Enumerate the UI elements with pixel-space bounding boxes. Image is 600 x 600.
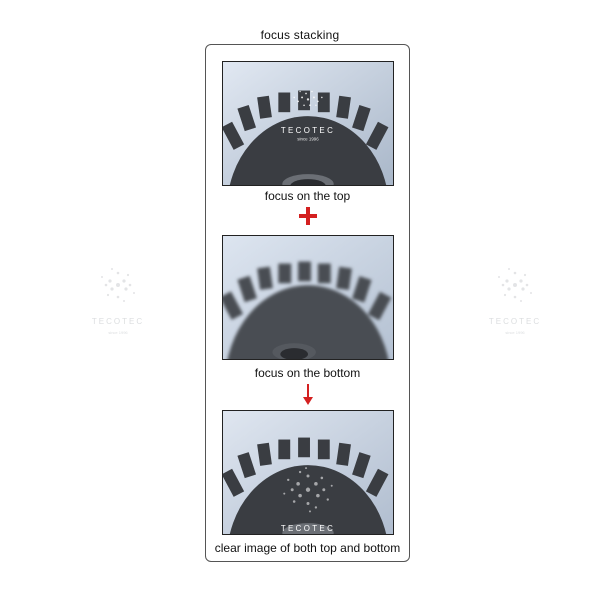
down-arrow-icon bbox=[302, 384, 314, 406]
photo-stacked-result bbox=[222, 410, 394, 535]
watermark-logo-icon bbox=[78, 255, 158, 315]
photo-logo-sub: since 1996 bbox=[297, 136, 319, 142]
photo-logo-text: TECOTEC bbox=[280, 125, 336, 135]
plus-icon bbox=[298, 206, 318, 226]
caption-focus-bottom: focus on the bottom bbox=[254, 366, 361, 380]
watermark-left bbox=[78, 255, 158, 345]
watermark-right bbox=[475, 255, 555, 345]
diagram-title: focus stacking bbox=[260, 28, 340, 42]
photo-logo-text: TECOTEC bbox=[280, 524, 336, 534]
photo-focus-bottom bbox=[222, 235, 394, 360]
watermark-logo-icon bbox=[475, 255, 555, 315]
watermark-since-right: since 1996 bbox=[505, 330, 525, 335]
watermark-brand-left: TECOTEC bbox=[91, 317, 145, 326]
photo-focus-top bbox=[222, 61, 394, 186]
watermark-since-left: since 1996 bbox=[108, 330, 128, 335]
caption-focus-top: focus on the top bbox=[264, 189, 351, 203]
watermark-brand-right: TECOTEC bbox=[488, 317, 542, 326]
caption-stacked-result: clear image of both top and bottom bbox=[214, 541, 401, 555]
